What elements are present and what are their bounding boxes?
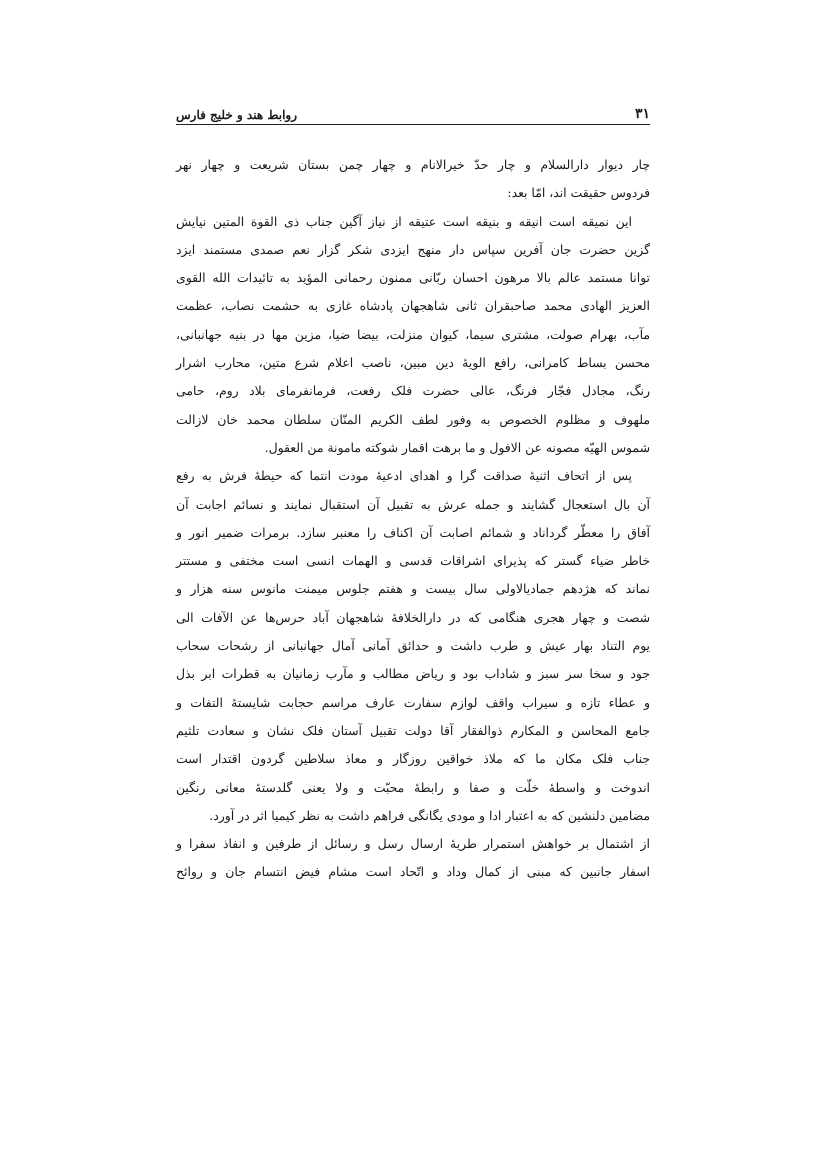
text-line: نماند که هژدهم جمادیالاولی سال بیست و هفتم جلوس میمنت مانوس سنه هزار و [176, 581, 650, 597]
text-line: و عطاء تازه و سیراب واقف لوازم سفارت عارف مراسم حجابت شایستهٔ التفات و [176, 694, 650, 710]
text-line: اسفار جانبین که مبنی از کمال وداد و اتّحاد است مشام فیض انتسام جان و روائح [176, 864, 650, 880]
text-line: از اشتمال بر خواهش استمرار طریهٔ ارسال رسل و رسائل از طرفین و انفاذ سفرا و [176, 836, 650, 852]
page-number: ۳۱ [634, 106, 650, 122]
text-line: شصت و چهار هجری هنگامی که در دارالخلافهٔ شاهجهان آباد حرس‌ها عن الآفات الی [176, 609, 650, 625]
text-line: یوم التناد بهار عیش و طرب داشت و حدائق آمانی آمال جهانبانی از رشحات سحاب [176, 638, 650, 654]
text-line: چار دیوار دارالسلام و چار حدّ خیرالانام و چهار چمن بستان شریعت و چهار نهر [176, 157, 650, 172]
text-line: گزین حضرت جان آفرین سپاس دار منهج ایزدی شکر گزار نعم صمدی مستمند ایزد [176, 241, 650, 257]
text-line: مضامین دلنشین که به اعتبار ادا و مودی یگانگی فراهم داشت به نظر کیمیا اثر در آورد. [209, 807, 650, 823]
text-line: شموس الهیّه مصونه عن الافول و ما برهت اقمار شوکته مامونة من العقول. [264, 439, 650, 455]
text-line: ملهوف و مظلوم الخصوص به وفور لطف الکریم المنّان سلطان محمد خان لازالت [176, 411, 650, 427]
text-line: جود و سخا سر سبز و شاداب بود و ریاض مطالب و مآرب زمانیان به قطرات ابر بذل [176, 666, 650, 682]
text-line: العزیز الهادی محمد صاحبقران ثانی شاهجهان پادشاه غازی به حشمت نصاب، عظمت [176, 298, 650, 314]
text-line: خاطر ضیاء گستر که پذیرای اشراقات قدسی و الهمات انسی است مختفی و مستتر [176, 553, 650, 569]
text-line: این نمیقه است انیقه و بنیقه است عتیقه از نیاز آگین جناب ذی القوة المتین نیایش [176, 213, 632, 229]
text-line: توانا مستمد عالم بالا مرهون احسان ربّانی ممنون رحمانی المؤید به تائیدات الله القوی [176, 270, 650, 286]
document-page [176, 96, 650, 887]
text-line: محسن بساط کامرانی، رافع الویهٔ دین مبین، ناصب اعلام شرع متین، محارب اشرار [176, 355, 650, 371]
text-line: فردوس حقیقت اند، امّا بعد: [507, 185, 650, 201]
text-line: آن بال استعجال گشایند و جمله عرش به تقبیل آن استقبال نمایند و نسائم اجابت آن [176, 496, 650, 512]
running-title: روابط هند و خلیج فارس [176, 108, 298, 122]
text-line: آفاق را معطّر گرداناد و شمائم اصابت آن اکناف را معنبر سازد. برمرات ضمیر انور و [176, 524, 650, 540]
text-line: جناب فلک مکان ما که ملاذ خواقین روزگار و معاذ سلاطین گردون اقتدار است [176, 751, 650, 767]
text-line: جامع المحاسن و المکارم ذوالفقار آقا دولت تقبیل آستان فلک نشان و سعادت تلثیم [176, 722, 650, 738]
text-line: رنگ، مجادل فجّار فرنگ، عالی حضرت فلک رفعت، فرمانفرمای بلاد روم، حامی [176, 383, 650, 399]
running-header [176, 96, 650, 125]
text-line: اندوخت و واسطهٔ خلّت و صفا و رابطهٔ محبّت و ولا یعنی گلدستهٔ معانی رنگین [176, 779, 650, 795]
text-line: مآب، بهرام صولت، مشتری سیما، کیوان منزلت، بیضا ضیا، مزین مها در بنیه جهانبانی، [176, 326, 650, 342]
body-text [176, 151, 650, 887]
text-line: پس از اتحاف اثنیهٔ صداقت گرا و اهدای ادعیهٔ مودت انتما که حیطهٔ فرش به رفع [176, 468, 632, 484]
